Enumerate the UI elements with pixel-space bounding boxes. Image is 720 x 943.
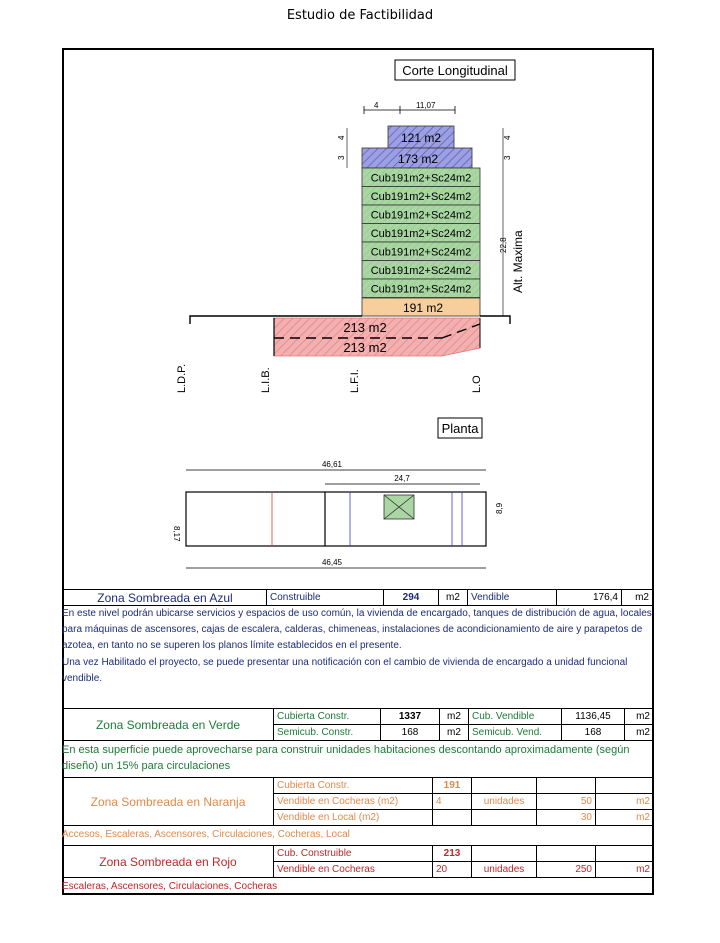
planta-bottom: 46,45 <box>321 558 343 567</box>
naranja-row1-value: 191 <box>433 778 472 794</box>
dim-left-top: 4 <box>337 135 346 140</box>
dim-right-top: 4 <box>503 135 512 140</box>
corte-longitudinal-drawing <box>62 48 654 588</box>
dim-setback: 4 <box>374 101 379 110</box>
azul-construible-label: Construible <box>267 590 384 606</box>
zona-azul-table <box>62 589 654 606</box>
zona-verde-table <box>62 708 654 741</box>
planta-total-top: 46,61 <box>321 460 343 469</box>
green-floors <box>362 168 480 298</box>
azul-note-1: En este nivel podrán ubicarse servicios y espacios de uso común, la vivienda de encargado, tanques de distribución de agua, locales para máquinas de ascensores, cajas de escalera, calderas, chimeneas, instalaciones de acondicionamiento de aire y parapetos de azotea, en tanto no se superen los planos límite establecidos en el presente. <box>62 608 652 651</box>
line-lib: L.I.B. <box>260 367 272 393</box>
planta-left-dim: 8,17 <box>172 526 181 542</box>
corte-title: Corte Longitudinal <box>402 63 508 78</box>
rojo-row1-label: Cub. Construible <box>274 846 433 862</box>
floor-2-label: Cub191m2+Sc24m2 <box>370 191 472 203</box>
azul-construible-unit: m2 <box>439 590 468 606</box>
floor-5-label: Cub191m2+Sc24m2 <box>370 246 472 259</box>
rojo-row2-label: Vendible en Cocheras <box>274 862 433 878</box>
level-ground-label: 191 m2 <box>402 301 444 315</box>
zona-naranja-name: Zona Sombreada en Naranja <box>63 778 274 826</box>
naranja-row1-label: Cubierta Constr. <box>274 778 433 794</box>
naranja-row2-value: 50 <box>537 794 596 810</box>
level-top-label: 121 m2 <box>400 131 442 145</box>
verde-row1-label2: Cub. Vendible <box>469 709 562 725</box>
planta-inner: 24,7 <box>394 474 410 483</box>
verde-row2-unit2: m2 <box>625 725 654 741</box>
rojo-row2-value: 250 <box>537 862 596 878</box>
dim-right-3: 3 <box>503 155 512 160</box>
planta-outline <box>186 492 486 546</box>
rojo-row2-count: 20 <box>433 862 472 878</box>
dim-height: 22,8 <box>499 237 508 253</box>
naranja-note: Accesos, Escaleras, Ascensores, Circulaciones, Cocheras, Local <box>62 829 350 840</box>
dim-top-width: 11,07 <box>416 101 436 110</box>
azul-vendible-value: 176,4 <box>557 590 622 606</box>
verde-row1-value: 1337 <box>381 709 440 725</box>
azul-vendible-label: Vendible <box>468 590 557 606</box>
verde-row2-label2: Semicub. Vend. <box>469 725 562 741</box>
azul-note-2: Una vez Habilitado el proyecto, se puede presentar una notificación con el cambio de vivienda de encargado a unidad funcional vendible. <box>62 657 628 684</box>
verde-row1-unit2: m2 <box>625 709 654 725</box>
verde-row1-label: Cubierta Constr. <box>274 709 381 725</box>
rojo-note: Escaleras, Ascensores, Circulaciones, Cocheras <box>62 881 278 892</box>
planta-title: Planta <box>441 421 479 436</box>
document-title: Estudio de Factibilidad <box>286 8 434 23</box>
level-second-label: 173 m2 <box>397 152 439 166</box>
basement-2-label: 213 m2 <box>343 340 387 355</box>
floor-7-label: Cub191m2+Sc24m2 <box>370 283 472 296</box>
naranja-row3-value: 30 <box>537 810 596 826</box>
naranja-row2-unit: m2 <box>596 794 654 810</box>
naranja-row3-unit: m2 <box>596 810 654 826</box>
floor-3-label: Cub191m2+Sc24m2 <box>370 209 472 222</box>
line-lo: L.O <box>471 375 483 393</box>
zona-verde-name: Zona Sombreada en Verde <box>63 709 274 741</box>
rojo-row2-units: unidades <box>472 862 537 878</box>
zona-rojo-table <box>62 845 654 878</box>
verde-row2-value: 168 <box>381 725 440 741</box>
alt-maxima-label: Alt. Maxima <box>511 230 525 293</box>
planta-right-dim: 8,9 <box>495 502 504 514</box>
zona-naranja-table <box>62 777 654 826</box>
verde-row2-value2: 168 <box>562 725 625 741</box>
naranja-row2-units: unidades <box>472 794 537 810</box>
floor-1-label: Cub191m2+Sc24m2 <box>370 172 472 185</box>
floor-4-label: Cub191m2+Sc24m2 <box>370 228 472 240</box>
line-ldp: L.D.P. <box>176 363 188 393</box>
basement-1-label: 213 m2 <box>343 320 387 335</box>
rojo-row1-value: 213 <box>433 846 472 862</box>
azul-vendible-unit: m2 <box>622 590 654 606</box>
naranja-row3-label: Vendible en Local (m2) <box>274 810 433 826</box>
zona-azul-name: Zona Sombreada en Azul <box>63 590 267 606</box>
verde-note: En esta superficie puede aprovecharse para construir unidades habitaciones descontando aproximadamente (según diseño) un 15% para circulaciones <box>62 744 630 772</box>
naranja-row2-count: 4 <box>433 794 472 810</box>
naranja-row2-label: Vendible en Cocheras (m2) <box>274 794 433 810</box>
rojo-row2-unit: m2 <box>596 862 654 878</box>
floor-6-label: Cub191m2+Sc24m2 <box>370 265 472 277</box>
dim-left-3: 3 <box>337 155 346 160</box>
zona-rojo-name: Zona Sombreada en Rojo <box>63 846 274 878</box>
verde-row2-unit: m2 <box>440 725 469 741</box>
verde-row2-label: Semicub. Constr. <box>274 725 381 741</box>
azul-construible-value: 294 <box>384 590 439 606</box>
verde-row1-unit: m2 <box>440 709 469 725</box>
verde-row1-value2: 1136,45 <box>562 709 625 725</box>
line-lfi: L.F.I. <box>349 369 361 393</box>
